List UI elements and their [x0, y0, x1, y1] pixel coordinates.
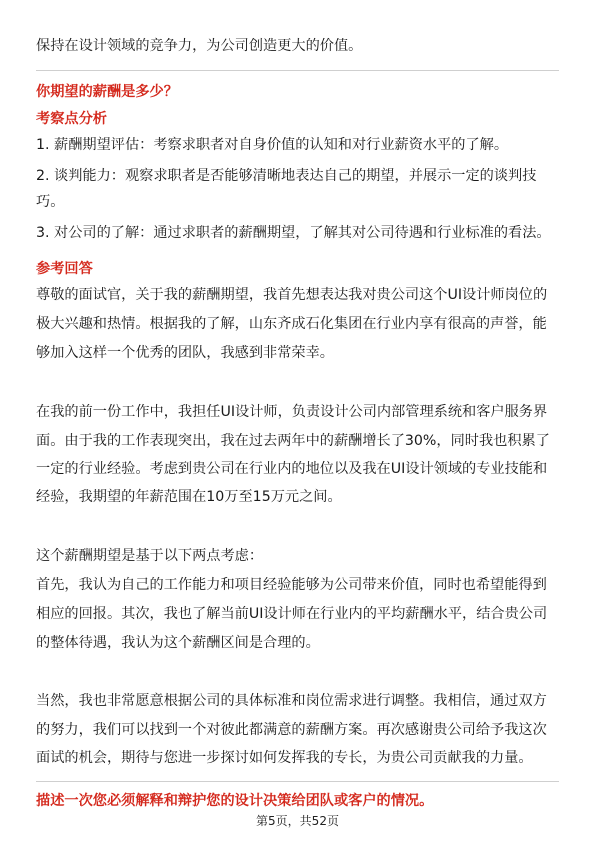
answer-line: 一定的行业经验。考虑到贵公司在行业内的地位以及我在UI设计领域的专业技能和	[36, 461, 548, 477]
answer-line: 在我的前一份工作中，我担任UI设计师，负责设计公司内部管理系统和客户服务界	[36, 404, 548, 420]
answer-line: 这个薪酬期望是基于以下两点考虑：	[36, 548, 264, 564]
next-question-title: 描述一次您必须解释和辩护您的设计决策给团队或客户的情况。	[36, 793, 434, 809]
analysis-item: 3. 对公司的了解：通过求职者的薪酬期望，了解其对公司待遇和行业标准的看法。	[36, 225, 551, 241]
divider	[36, 70, 559, 71]
divider	[36, 781, 559, 782]
answer-line: 相应的回报。其次，我也了解当前UI设计师在行业内的平均薪酬水平，结合贵公司	[36, 606, 548, 622]
answer-line: 够加入这样一个优秀的团队，我感到非常荣幸。	[36, 345, 334, 361]
answer-line: 极大兴趣和热情。根据我的了解，山东齐成石化集团在行业内享有很高的声誉，能	[36, 316, 547, 332]
answer-line: 当然，我也非常愿意根据公司的具体标准和岗位需求进行调整。我相信，通过双方	[36, 693, 547, 709]
page-number: 第5页，共52页	[256, 814, 339, 828]
answer-line: 的整体待遇，我认为这个薪酬区间是合理的。	[36, 635, 320, 651]
answer-line: 面试的机会，期待与您进一步探讨如何发挥我的专长，为贵公司贡献我的力量。	[36, 750, 533, 766]
analysis-item: 巧。	[36, 194, 65, 210]
question-title: 你期望的薪酬是多少？	[36, 84, 178, 100]
answer-line: 首先，我认为自己的工作能力和项目经验能够为公司带来价值，同时也希望能得到	[36, 577, 547, 593]
answer-line: 面。由于我的工作表现突出，我在过去两年中的薪酬增长了30%，同时我也积累了	[36, 433, 550, 449]
answer-line: 尊敬的面试官，关于我的薪酬期望，我首先想表达我对贵公司这个UI设计师岗位的	[36, 287, 548, 303]
answer-line: 的努力，我们可以找到一个对彼此都满意的薪酬方案。再次感谢贵公司给予我这次	[36, 722, 547, 738]
intro-tail-text: 保持在设计领域的竞争力，为公司创造更大的价值。	[36, 38, 363, 54]
analysis-item: 1. 薪酬期望评估：考察求职者对自身价值的认知和对行业薪资水平的了解。	[36, 137, 509, 153]
analysis-item: 2. 谈判能力：观察求职者是否能够清晰地表达自己的期望，并展示一定的谈判技	[36, 168, 537, 184]
analysis-heading: 考察点分析	[36, 111, 107, 127]
answer-heading: 参考回答	[36, 261, 93, 277]
answer-line: 经验，我期望的年薪范围在10万至15万元之间。	[36, 489, 342, 505]
